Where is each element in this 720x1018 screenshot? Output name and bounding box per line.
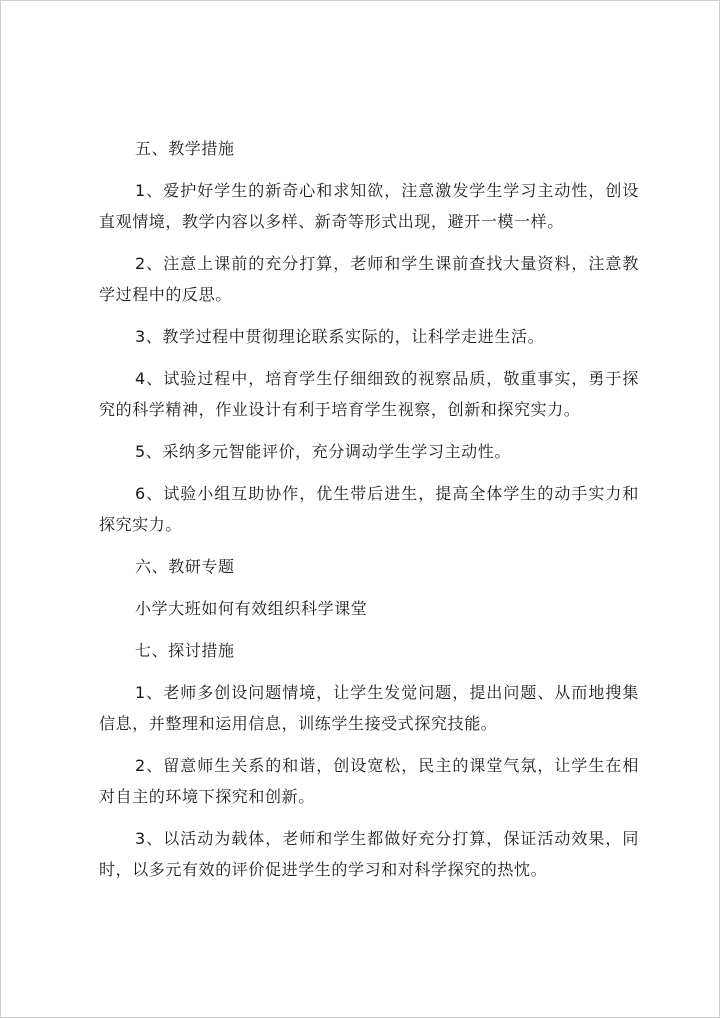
paragraph-measure-4: 4、试验过程中，培育学生仔细细致的视察品质，敬重事实，勇于探究的科学精神，作业设计有利于培育学生视察，创新和探究实力。 xyxy=(99,369,639,419)
section-heading-discussion-measures: 七、探讨措施 xyxy=(135,641,235,660)
paragraph-discussion-2: 2、留意师生关系的和谐，创设宽松，民主的课堂气氛，让学生在相对自主的环境下探究和创新。 xyxy=(99,756,639,806)
paragraph-measure-1: 1、爱护好学生的新奇心和求知欲，注意激发学生学习主动性，创设直观情境，教学内容以多样、新奇等形式出现，避开一模一样。 xyxy=(99,181,639,231)
section-heading-teaching-measures: 五、教学措施 xyxy=(135,139,235,158)
paragraph-measure-5: 5、采纳多元智能评价，充分调动学生学习主动性。 xyxy=(135,442,511,461)
document-body xyxy=(99,133,639,896)
paragraph-discussion-1: 1、老师多创设问题情境，让学生发觉问题，提出问题、从而地搜集信息，并整理和运用信息，训练学生接受式探究技能。 xyxy=(99,683,639,733)
research-topic-text: 小学大班如何有效组织科学课堂 xyxy=(135,599,368,618)
paragraph-measure-3: 3、教学过程中贯彻理论联系实际的，让科学走进生活。 xyxy=(135,327,545,346)
paragraph-measure-6: 6、试验小组互助协作，优生带后进生，提高全体学生的动手实力和探究实力。 xyxy=(99,484,639,534)
section-heading-research-topic: 六、教研专题 xyxy=(135,557,235,576)
paragraph-discussion-3: 3、以活动为载体，老师和学生都做好充分打算，保证活动效果，同时，以多元有效的评价促进学生的学习和对科学探究的热忱。 xyxy=(99,829,639,879)
paragraph-measure-2: 2、注意上课前的充分打算，老师和学生课前查找大量资料，注意教学过程中的反思。 xyxy=(99,254,639,304)
